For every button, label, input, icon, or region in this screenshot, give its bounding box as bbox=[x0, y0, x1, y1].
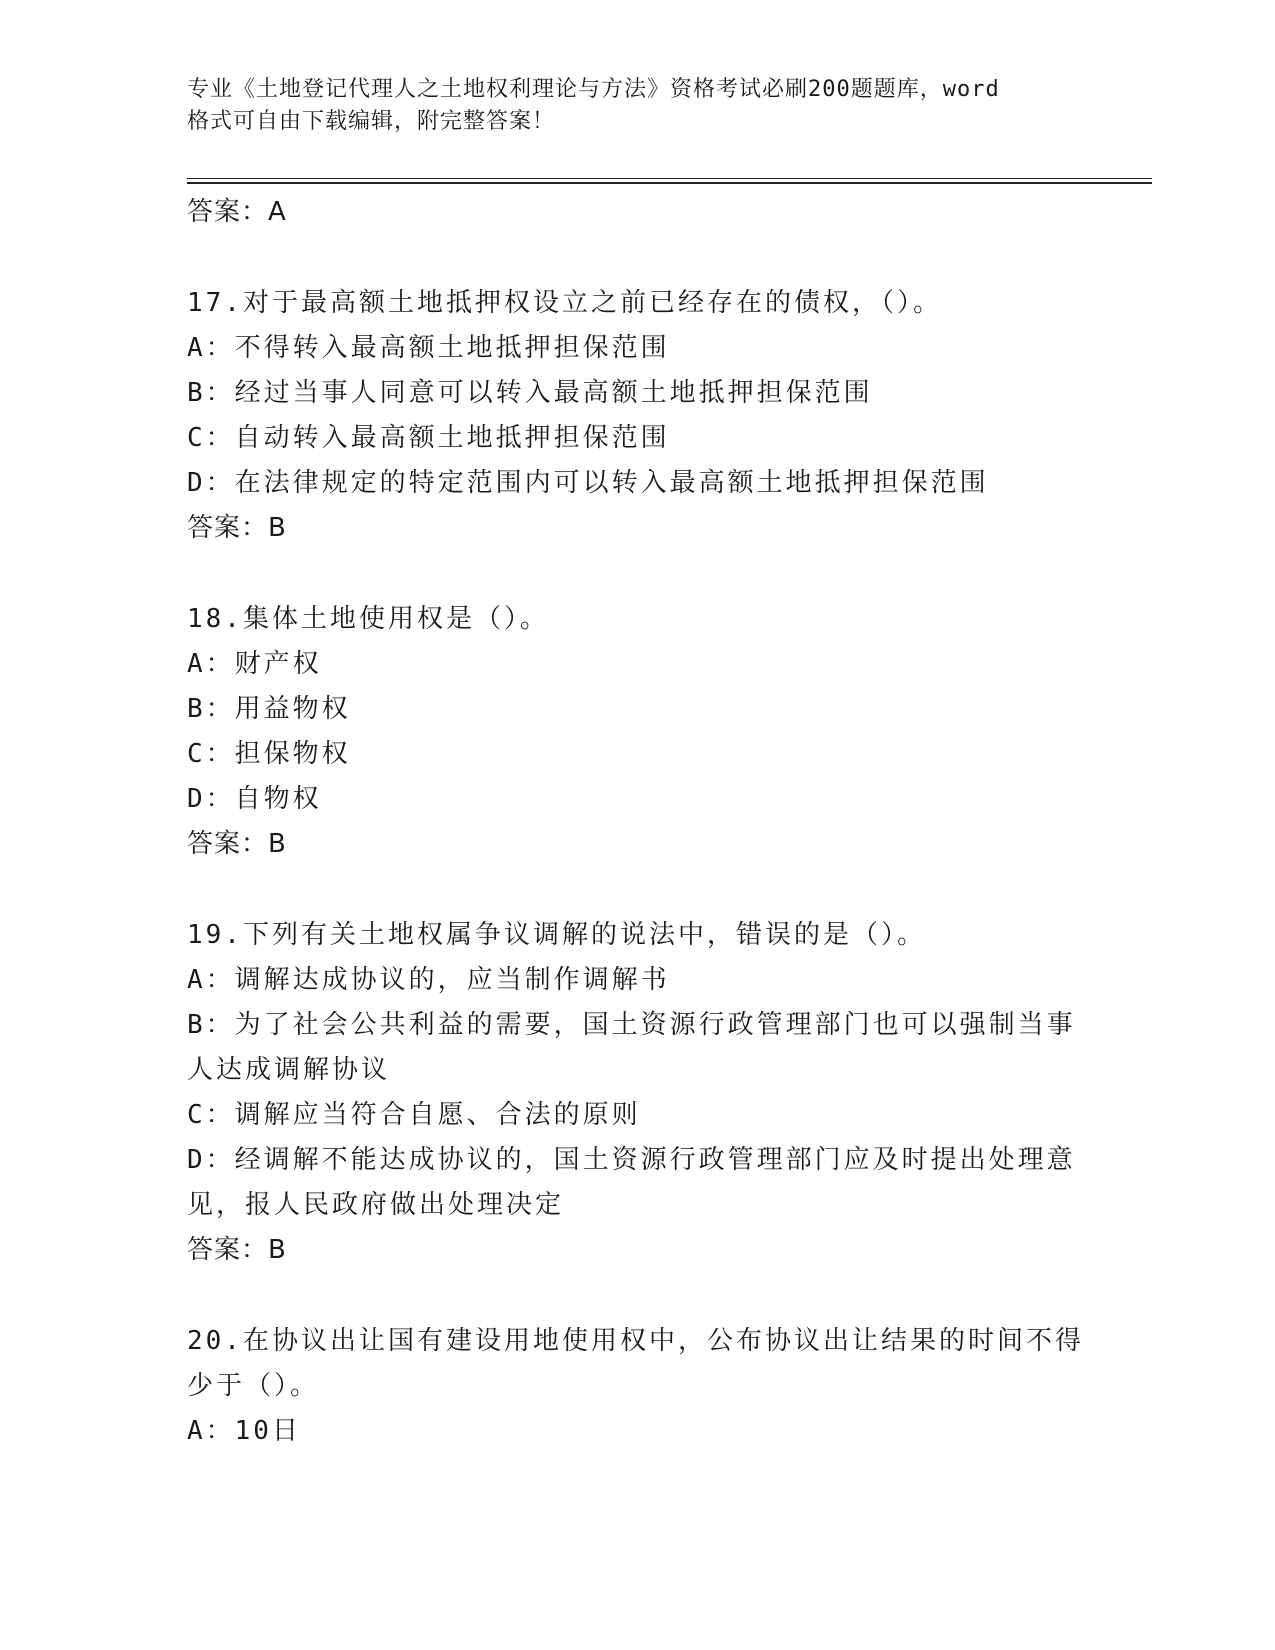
header-divider-thick bbox=[187, 182, 1152, 184]
question-stem: 18.集体土地使用权是（）。 bbox=[187, 604, 549, 634]
spacer bbox=[187, 550, 1087, 597]
option-b: B：经过当事人同意可以转入最高额土地抵押担保范围 bbox=[187, 378, 873, 408]
question-19 bbox=[187, 913, 1087, 1272]
question-stem: 19.下列有关土地权属争议调解的说法中，错误的是（）。 bbox=[187, 920, 926, 950]
question-list bbox=[187, 190, 1087, 1454]
question-stem: 20.在协议出让国有建设用地使用权中，公布协议出让结果的时间不得少于（）。 bbox=[187, 1326, 1084, 1401]
option-a: A：调解达成协议的，应当制作调解书 bbox=[187, 965, 670, 995]
answer: 答案：B bbox=[187, 1235, 287, 1265]
question-stem: 17.对于最高额土地抵押权设立之前已经存在的债权，（）。 bbox=[187, 288, 942, 318]
answer: 答案：B bbox=[187, 829, 287, 859]
option-a: A：10日 bbox=[187, 1416, 301, 1446]
spacer bbox=[187, 1272, 1087, 1319]
option-c: C：自动转入最高额土地抵押担保范围 bbox=[187, 423, 670, 453]
header-line-1: 专业《土地登记代理人之土地权利理论与方法》资格考试必刷200题题库，word bbox=[187, 77, 1000, 102]
option-a: A：财产权 bbox=[187, 649, 322, 679]
option-d: D：自物权 bbox=[187, 784, 322, 814]
header-line-2: 格式可自由下载编辑，附完整答案！ bbox=[187, 109, 556, 134]
question-17 bbox=[187, 281, 1087, 550]
question-20 bbox=[187, 1319, 1087, 1454]
option-a: A：不得转入最高额土地抵押担保范围 bbox=[187, 333, 670, 363]
question-18 bbox=[187, 597, 1087, 866]
option-c: C：担保物权 bbox=[187, 739, 351, 769]
answer: 答案：B bbox=[187, 513, 287, 543]
document-header bbox=[187, 74, 1067, 138]
option-b: B：为了社会公共利益的需要，国土资源行政管理部门也可以强制当事人达成调解协议 bbox=[187, 1010, 1076, 1085]
answer-16: 答案：A bbox=[187, 197, 287, 227]
option-c: C：调解应当符合自愿、合法的原则 bbox=[187, 1100, 641, 1130]
option-d: D：经调解不能达成协议的，国土资源行政管理部门应及时提出处理意见，报人民政府做出处理决定 bbox=[187, 1145, 1076, 1220]
option-d: D：在法律规定的特定范围内可以转入最高额土地抵押担保范围 bbox=[187, 468, 989, 498]
header-divider-thin bbox=[187, 178, 1152, 179]
spacer bbox=[187, 234, 1087, 281]
spacer bbox=[187, 866, 1087, 913]
option-b: B：用益物权 bbox=[187, 694, 351, 724]
